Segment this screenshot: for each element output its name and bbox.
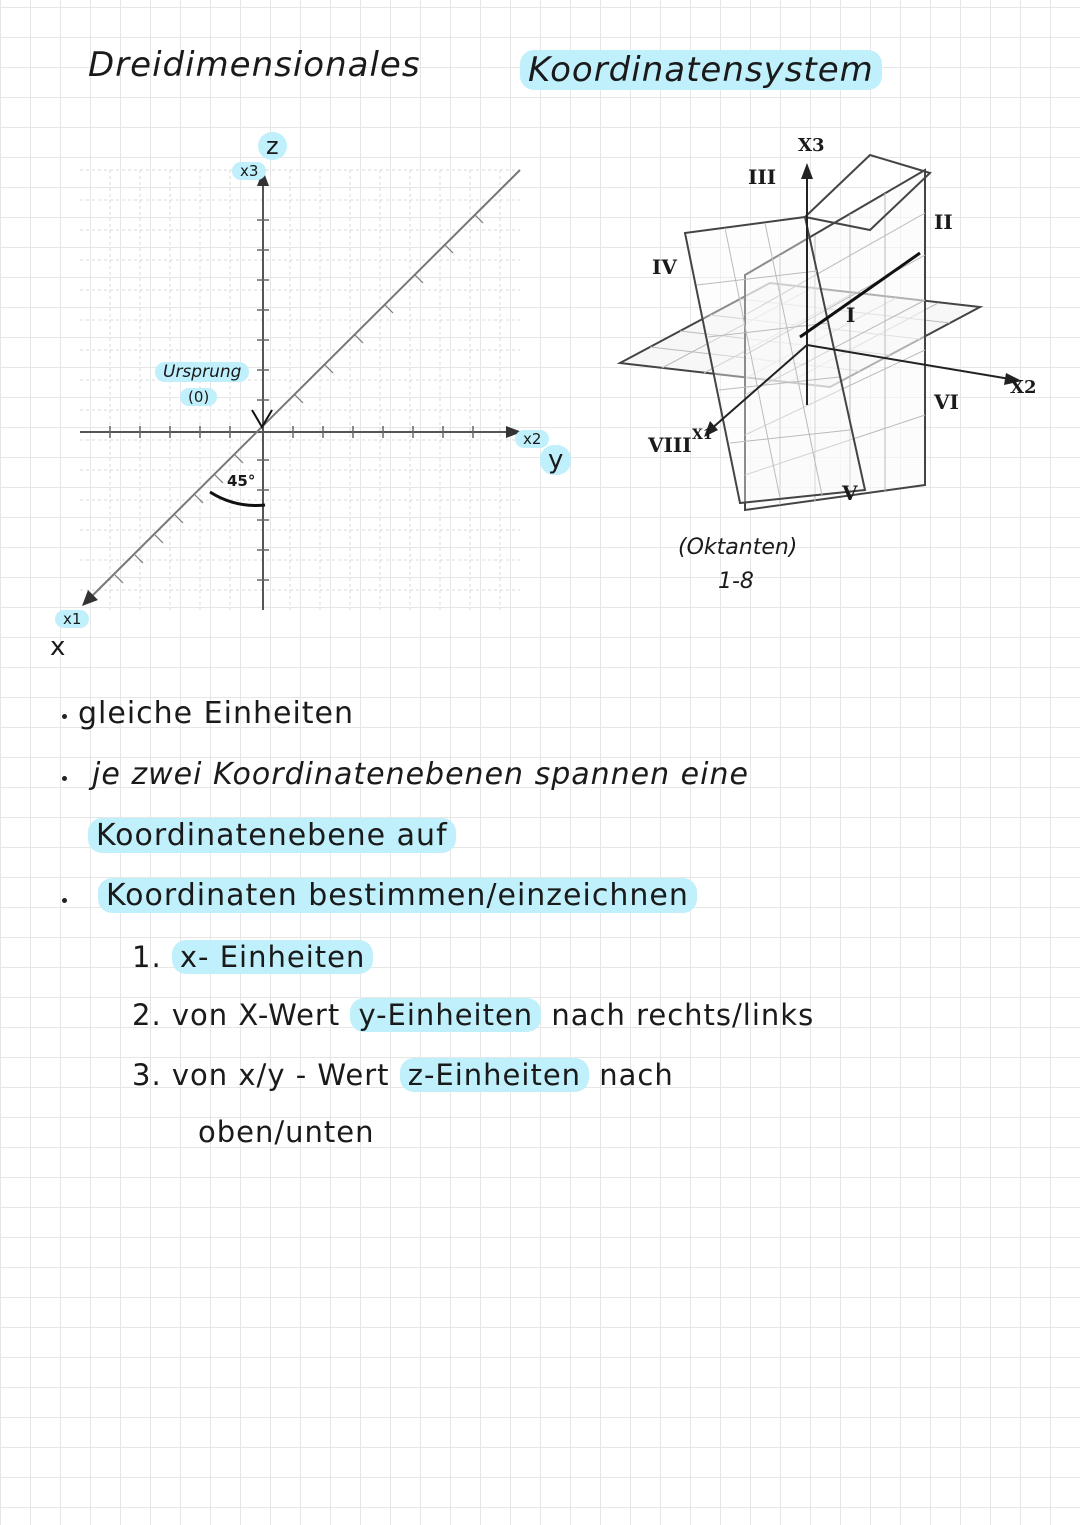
- left-axes-svg: [0, 120, 560, 680]
- note-bullet-1-text: gleiche Einheiten: [78, 696, 355, 731]
- octant-caption-1: [678, 535, 797, 560]
- octant-2-text: II: [934, 210, 953, 234]
- octant-label-2: [934, 210, 953, 234]
- octant-8-text: VIII: [648, 433, 692, 457]
- left-diagram: [0, 120, 564, 680]
- title-part2-text: Koordinatensystem: [520, 50, 882, 90]
- origin-symbol-text: (0): [180, 388, 217, 406]
- x-axis: [90, 170, 520, 598]
- octant-6-text: VI: [934, 390, 959, 414]
- angle-label: [227, 472, 255, 490]
- octant-label-6: [934, 390, 959, 414]
- step-3-num: 3.: [132, 1058, 162, 1092]
- right-diagram: [600, 125, 1060, 605]
- octant-1-text: I: [846, 303, 856, 327]
- step-3-continued: [198, 1115, 375, 1149]
- octant-label-5: [842, 481, 858, 505]
- angle-arc: [210, 492, 265, 505]
- note-bullet-3-text: Koordinaten bestimmen/einzeichnen: [98, 878, 697, 913]
- step-2-post: nach rechts/links: [551, 998, 815, 1032]
- y-index-text: x2: [515, 430, 549, 448]
- step-3: [132, 1058, 674, 1092]
- note-bullet-1: [78, 696, 354, 731]
- axis-top-text: X3: [798, 135, 825, 156]
- z-label: [258, 132, 287, 160]
- title-part1-text: Dreidimensionales: [88, 45, 421, 85]
- note-bullet-2-line1-text: je zwei Koordinatenebenen spannen eine: [92, 757, 749, 792]
- octant-5-text: V: [842, 481, 858, 505]
- origin-label-text: Ursprung: [155, 362, 249, 382]
- step-2: [132, 998, 814, 1032]
- step-2-num: 2.: [132, 998, 162, 1032]
- axis-front-label: [692, 427, 713, 443]
- bullet-dot-2: [62, 776, 67, 781]
- x-index-label: [55, 610, 89, 628]
- origin-symbol: [180, 388, 217, 406]
- angle-label-text: 45°: [227, 472, 256, 490]
- octant-caption-2-text: 1-8: [718, 569, 754, 594]
- axis-front-text: X1: [692, 427, 713, 443]
- octant-caption-2: [718, 569, 754, 594]
- step-1-text: x- Einheiten: [172, 940, 373, 974]
- title-part2: [520, 50, 882, 90]
- axis-right-text: X2: [1010, 377, 1037, 398]
- y-label: [540, 445, 571, 475]
- octant-caption-1-text: (Oktanten): [678, 535, 798, 560]
- step-3-highlight: z-Einheiten: [400, 1058, 589, 1092]
- axis-right-label: [1010, 377, 1037, 398]
- x-label: [50, 632, 65, 662]
- step-3-pre: von x/y - Wert: [171, 1058, 390, 1092]
- title-part1: [88, 45, 421, 85]
- octant-3-text: III: [748, 165, 777, 189]
- octant-label-1: [846, 303, 855, 327]
- axis-x3-arrow: [801, 163, 813, 179]
- step-1-num: 1.: [132, 940, 162, 974]
- octant-label-4: [652, 255, 677, 279]
- note-bullet-2-line1: [92, 757, 749, 792]
- step-3-cont-text: oben/unten: [198, 1115, 375, 1149]
- step-1: [132, 940, 373, 974]
- octant-svg: [600, 125, 1060, 525]
- origin-label: [155, 362, 249, 382]
- step-3-post: nach: [599, 1058, 674, 1092]
- bullet-dot-3: [62, 898, 67, 903]
- axis-top-label: [798, 135, 825, 156]
- note-bullet-2-line2-text: Koordinatenebene auf: [88, 818, 456, 853]
- step-2-pre: von X-Wert: [171, 998, 341, 1032]
- octant-label-3: [748, 165, 776, 189]
- z-label-text: z: [258, 132, 287, 160]
- x-index-text: x1: [55, 610, 89, 628]
- octant-label-8: [648, 433, 692, 457]
- note-bullet-3: [98, 878, 697, 913]
- octant-4-text: IV: [652, 255, 677, 279]
- x-label-text: x: [50, 632, 66, 662]
- z-index-text: x3: [232, 162, 266, 180]
- z-index-label: [232, 162, 266, 180]
- note-bullet-2-line2: [88, 818, 456, 853]
- step-2-highlight: y-Einheiten: [350, 998, 541, 1032]
- bullet-dot-1: [62, 714, 67, 719]
- y-label-text: y: [540, 445, 571, 475]
